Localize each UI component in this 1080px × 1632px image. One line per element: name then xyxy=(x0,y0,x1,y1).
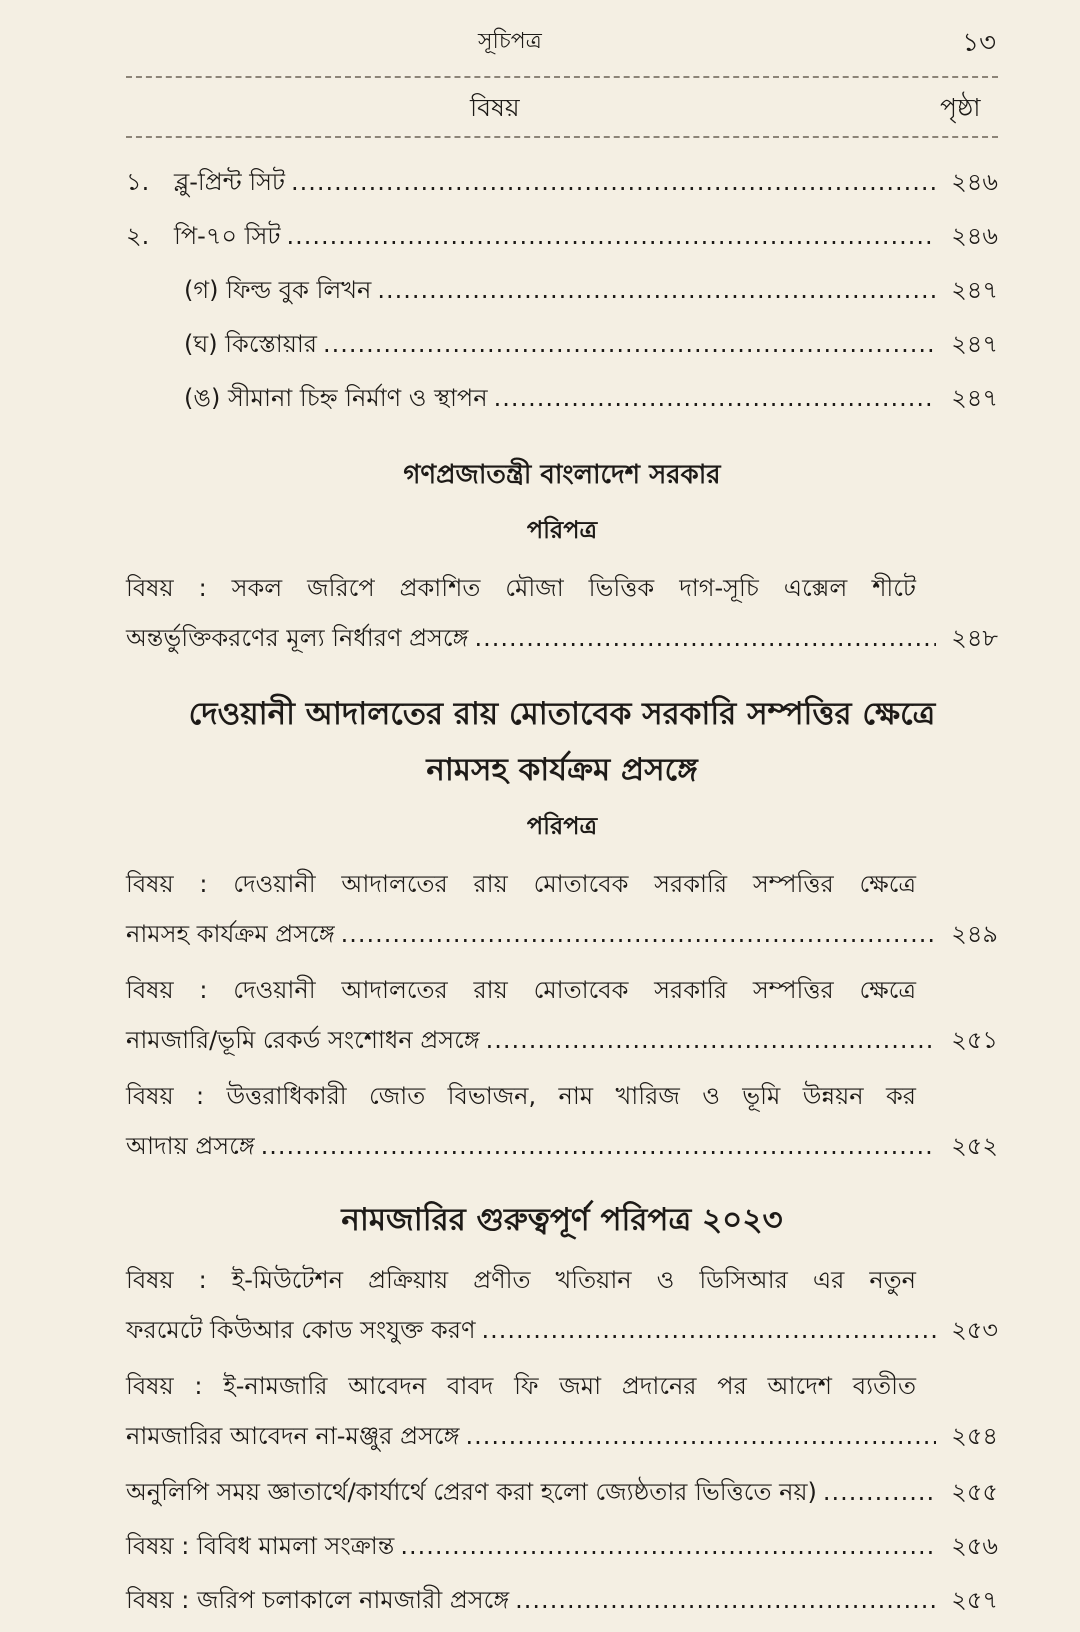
section-heading: নামসহ কার্যক্রম প্রসঙ্গে xyxy=(426,752,698,788)
toc-entry xyxy=(126,1128,998,1168)
toc-entry xyxy=(126,1582,998,1622)
toc-entry xyxy=(184,326,998,366)
column-header-page: পৃষ্ঠা xyxy=(940,93,981,122)
dot-leader xyxy=(377,276,936,304)
entry-page: ২৫৩ xyxy=(951,1316,998,1344)
dot-leader xyxy=(486,1026,936,1054)
toc-entry xyxy=(126,1022,998,1062)
entry-line: বিষয় : সকল জরিপে প্রকাশিত মৌজা ভিত্তিক দাগ-সূচি এক্সেল শীটে xyxy=(126,574,916,602)
entry-page: ২৪৬ xyxy=(951,222,998,250)
dot-leader xyxy=(286,222,936,250)
section-heading: গণপ্রজাতন্ত্রী বাংলাদেশ সরকার xyxy=(403,460,721,490)
entry-text: (গ) ফিল্ড বুক লিখন xyxy=(184,276,372,304)
section-heading: দেওয়ানী আদালতের রায় মোতাবেক সরকারি সম্পত্তির ক্ষেত্রে xyxy=(188,696,936,732)
toc-entry xyxy=(126,916,998,956)
entry-text: (ঘ) কিস্তোয়ার xyxy=(184,330,317,358)
entry-text: নামজারি/ভূমি রেকর্ড সংশোধন প্রসঙ্গে xyxy=(126,1026,480,1054)
dot-leader xyxy=(481,1316,936,1344)
toc-entry xyxy=(126,218,998,258)
entry-text: ফরমেটে কিউআর কোড সংযুক্ত করণ xyxy=(126,1316,476,1344)
dot-leader xyxy=(400,1532,936,1560)
entry-line: বিষয় : ই-নামজারি আবেদন বাবদ ফি জমা প্রদানের পর আদেশ ব্যতীত xyxy=(126,1372,916,1400)
entry-page: ২৫৪ xyxy=(951,1422,998,1450)
toc-entry xyxy=(126,1312,998,1352)
running-title: সূচিপত্র xyxy=(478,29,542,54)
entry-number: ২. xyxy=(126,222,150,250)
entry-page: ২৪৬ xyxy=(951,168,998,196)
entry-text: পি-৭০ সিট xyxy=(174,222,281,250)
entry-number: ১. xyxy=(126,168,150,196)
entry-line: বিষয় : উত্তরাধিকারী জোত বিভাজন, নাম খারিজ ও ভূমি উন্নয়ন কর xyxy=(126,1082,916,1110)
toc-entry xyxy=(126,1418,998,1458)
entry-page: ২৫৭ xyxy=(951,1586,998,1614)
toc-entry xyxy=(126,620,998,660)
section-subheading: পরিপত্র xyxy=(526,812,598,840)
toc-entry xyxy=(126,1474,998,1514)
column-header-subject: বিষয় xyxy=(470,93,520,122)
dot-leader xyxy=(474,624,936,652)
entry-page: ২৫৬ xyxy=(951,1532,998,1560)
entry-page: ২৪৮ xyxy=(951,624,998,652)
entry-text: নামজারির আবেদন না-মঞ্জুর প্রসঙ্গে xyxy=(126,1422,460,1450)
dot-leader xyxy=(465,1422,936,1450)
entry-page: ২৪৭ xyxy=(951,276,998,304)
entry-text: বিষয় : জরিপ চলাকালে নামজারী প্রসঙ্গে xyxy=(126,1586,510,1614)
entry-page: ২৫২ xyxy=(951,1132,998,1160)
dot-leader xyxy=(823,1478,936,1506)
entry-page: ২৫১ xyxy=(951,1026,998,1054)
page-number: ১৩ xyxy=(962,28,996,58)
entry-line: বিষয় : দেওয়ানী আদালতের রায় মোতাবেক সরকারি সম্পত্তির ক্ষেত্রে xyxy=(126,870,916,898)
entry-text: অন্তর্ভুক্তিকরণের মূল্য নির্ধারণ প্রসঙ্গে xyxy=(126,624,469,652)
dot-leader xyxy=(515,1586,936,1614)
section-subheading: পরিপত্র xyxy=(526,516,598,544)
section-heading: নামজারির গুরুত্বপূর্ণ পরিপত্র ২০২৩ xyxy=(341,1202,783,1238)
toc-entry xyxy=(184,380,998,420)
entry-text: নামসহ কার্যক্রম প্রসঙ্গে xyxy=(126,920,335,948)
dot-leader xyxy=(341,920,936,948)
dot-leader xyxy=(494,384,936,412)
entry-page: ২৪৭ xyxy=(951,384,998,412)
dot-leader xyxy=(291,168,936,196)
entry-page: ২৫৫ xyxy=(951,1478,998,1506)
entry-text: ব্লু-প্রিন্ট সিট xyxy=(174,168,286,196)
header-rule-top xyxy=(126,76,998,78)
header-rule-bottom xyxy=(126,136,998,138)
entry-page: ২৪৯ xyxy=(951,920,998,948)
toc-entry xyxy=(126,1528,998,1568)
entry-text: অনুলিপি সময় জ্ঞাতার্থে/কার্যার্থে প্রেরণ করা হলো জ্যেষ্ঠতার ভিত্তিতে নয়) xyxy=(126,1478,817,1506)
toc-entry xyxy=(126,164,998,204)
entry-text: আদায় প্রসঙ্গে xyxy=(126,1132,255,1160)
toc-entry xyxy=(184,272,998,312)
entry-text: (ঙ) সীমানা চিহ্ন নির্মাণ ও স্থাপন xyxy=(184,384,488,412)
entry-line: বিষয় : দেওয়ানী আদালতের রায় মোতাবেক সরকারি সম্পত্তির ক্ষেত্রে xyxy=(126,976,916,1004)
entry-page: ২৪৭ xyxy=(951,330,998,358)
dot-leader xyxy=(323,330,936,358)
entry-text: বিষয় : বিবিধ মামলা সংক্রান্ত xyxy=(126,1532,395,1560)
dot-leader xyxy=(261,1132,936,1160)
entry-line: বিষয় : ই-মিউটেশন প্রক্রিয়ায় প্রণীত খতিয়ান ও ডিসিআর এর নতুন xyxy=(126,1266,916,1294)
